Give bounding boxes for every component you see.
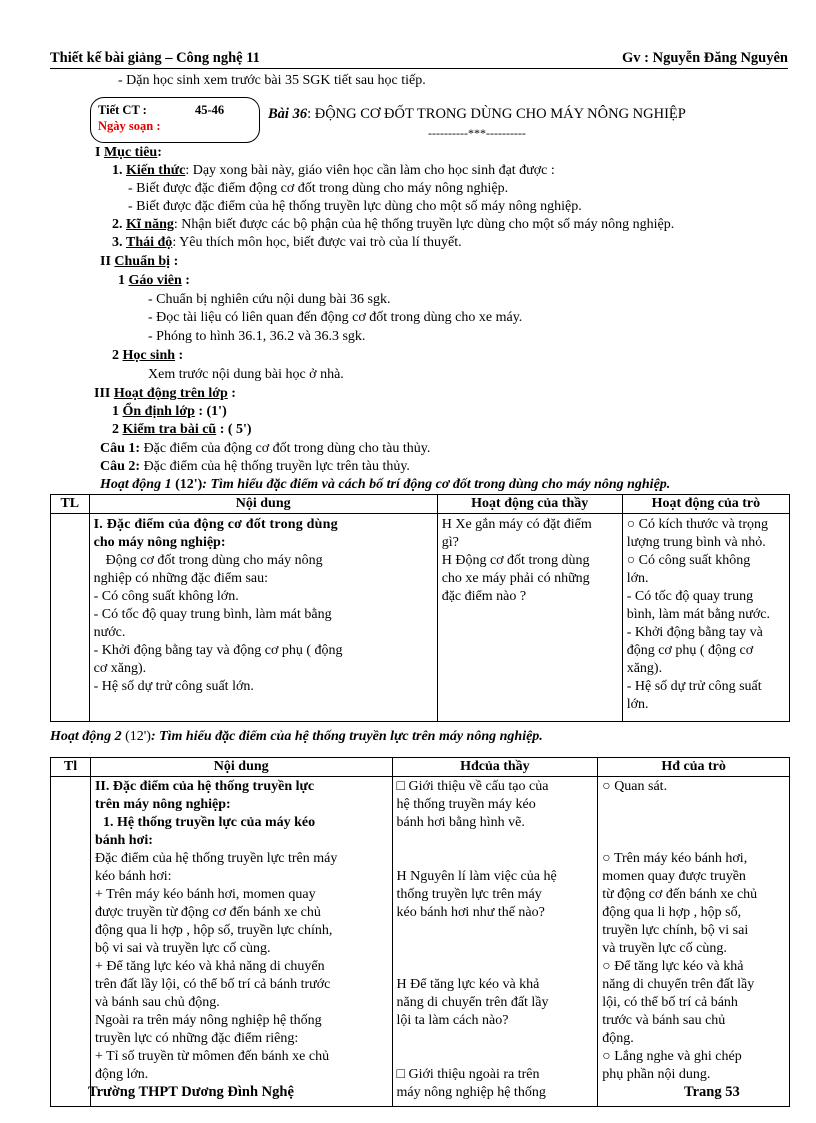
col-tl: Tl (51, 758, 91, 777)
thay-line: H Để tăng lực kéo và khả (396, 977, 540, 992)
section-2-title: Chuẩn bị (114, 254, 171, 269)
tro-line: động. (602, 1031, 634, 1046)
kt-number: 1. (112, 163, 123, 178)
hs-number: 2 (112, 348, 119, 363)
thay-line: năng di chuyển trên đất lầy (396, 995, 549, 1010)
col-noi-dung: Nội dung (89, 495, 437, 514)
table-header-row (51, 495, 790, 514)
tro-line: trước và bánh sau chủ (602, 1013, 726, 1028)
hs-colon: : (178, 348, 184, 363)
tro-line: ○ Quan sát. (602, 779, 668, 794)
lesson-title (268, 106, 686, 123)
noi-dung-cell (90, 777, 392, 1107)
tro-line: bình, làm mát bằng nước. (626, 607, 771, 622)
nd-line: - Có tốc độ quay trung bình, làm mát bằng (93, 607, 332, 622)
section-1-title: Mục tiêu (103, 145, 158, 160)
nd-line: và bánh sau chủ động. (94, 995, 220, 1010)
nd-line: truyền lực có những đặc điểm riêng: (94, 1031, 299, 1046)
thay-line: thống truyền lực trên máy (396, 887, 542, 902)
nd-line: bộ vi sai và truyền lực cố cùng. (94, 941, 271, 956)
section-1-heading (95, 144, 162, 162)
tro-line: xăng). (626, 661, 663, 676)
thay-line: H Xe gắn máy có đặt điểm (441, 517, 592, 532)
ki-nang-line (112, 216, 674, 234)
ktbc-text: : ( 5') (219, 422, 252, 437)
cau-1-text: Đặc điểm của động cơ đốt trong dùng cho tàu thủy. (140, 441, 431, 456)
col-tro: Hoạt động của trò (622, 495, 789, 514)
kn-label: Kĩ năng (126, 217, 174, 232)
title-divider: ----------***---------- (428, 126, 526, 140)
section-3-title: Hoạt động trên lớp (113, 386, 228, 401)
td-label: Thái độ (126, 235, 173, 250)
noi-dung-cell (89, 514, 437, 722)
nd-line: động qua li hợp , hộp số, truyền lực chính, (94, 923, 333, 938)
tro-line: truyền lực chính, bộ vi sai (602, 923, 749, 938)
nd-line: trên đất lầy lội, có thể bố trí cả bánh trước (94, 977, 331, 992)
col-thay: Hđcủa thầy (392, 758, 598, 777)
tro-line: ○ Để tăng lực kéo và khả (602, 959, 744, 974)
nd-line: kéo bánh hơi: (94, 869, 172, 884)
kt-label: Kiến thức (126, 163, 186, 178)
nd-line: Đặc điểm của hệ thống truyền lực trên máy (94, 851, 338, 866)
od-text: : (1') (198, 404, 227, 419)
nd-line: được truyền từ động cơ đến bánh xe chủ (94, 905, 321, 920)
kiem-tra-line (112, 421, 252, 439)
nd-line: + Trên máy kéo bánh hơi, momen quay (94, 887, 316, 902)
nd-line: nước. (93, 625, 126, 640)
section-3-colon: : (231, 386, 236, 401)
tro-line: động cơ phụ ( động cơ (626, 643, 754, 658)
tiet-value: 45-46 (195, 103, 225, 117)
gv-number: 1 (118, 273, 125, 288)
thay-cell (392, 777, 598, 1107)
hd1-time: (12') (175, 477, 203, 492)
tro-line: phụ phần nội dung. (602, 1067, 711, 1082)
nd-bold-line: bánh hơi: (94, 833, 153, 848)
thay-line: □ Giới thiệu ngoài ra trên (396, 1067, 540, 1082)
col-thay: Hoạt động của thầy (437, 495, 622, 514)
td-number: 3. (112, 235, 123, 250)
footer-page-number: Trang 53 (684, 1084, 740, 1100)
col-noi-dung: Nội dung (90, 758, 392, 777)
thay-line: kéo bánh hơi như thế nào? (396, 905, 545, 920)
kn-number: 2. (112, 217, 123, 232)
section-2-heading (100, 253, 178, 271)
gv-bullet-1: - Chuẩn bị nghiên cứu nội dung bài 36 sgk. (148, 292, 391, 307)
od-label: Ổn định lớp (122, 404, 195, 419)
tro-cell (598, 777, 790, 1107)
thay-line: cho xe máy phải có những (441, 571, 590, 586)
hd2-title: : Tìm hiểu đặc điểm của hệ thống truyền lực trên máy nông nghiệp. (150, 729, 543, 744)
nd-line: nghiệp có những đặc điểm sau: (93, 571, 269, 586)
tro-line: ○ Lắng nghe và ghi chép (602, 1049, 742, 1064)
gv-label: Gáo viên (128, 273, 182, 288)
col-tl: TL (51, 495, 90, 514)
tro-line: momen quay được truyền (602, 869, 746, 884)
hoc-sinh-heading (112, 347, 183, 365)
hd2-table (50, 757, 790, 1107)
nd-line: - Khởi động bằng tay và động cơ phụ ( động (93, 643, 343, 658)
nd-line: - Hệ số dự trử công suất lớn. (93, 679, 254, 694)
tro-line: ○ Có công suất không (626, 553, 751, 568)
col-tro: Hđ của trò (598, 758, 790, 777)
tro-line: ○ Có kích thước và trọng (626, 517, 768, 532)
header-teacher: Gv : Nguyễn Đăng Nguyên (622, 50, 788, 66)
table-row (51, 514, 790, 722)
tro-line: - Hệ số dự trử công suất (626, 679, 762, 694)
thay-cell (437, 514, 622, 722)
tiet-label: Tiết CT : (98, 103, 147, 117)
tl-cell (51, 777, 91, 1107)
nd-line: Ngoài ra trên máy nông nghiệp hệ thống (94, 1013, 322, 1028)
thay-line: máy nông nghiệp hệ thống (396, 1085, 546, 1100)
tro-line: - Khởi động bằng tay và (626, 625, 763, 640)
section-3-heading (94, 385, 236, 403)
thay-line: lội ta làm cách nào? (396, 1013, 509, 1028)
kn-text: : Nhận biết được các bộ phận của hệ thống truyền lực dùng cho một số máy nông nghiệp. (173, 217, 675, 232)
od-number: 1 (112, 404, 119, 419)
thay-line: hệ thống truyền máy kéo (396, 797, 536, 812)
hd1-label: Hoạt động 1 (100, 477, 172, 492)
header-subject: Thiết kế bài giảng – Công nghệ 11 (50, 50, 260, 66)
page-header (50, 50, 788, 69)
nd-line: Động cơ đốt trong dùng cho máy nông (105, 553, 323, 568)
footer-school: Trường THPT Dương Đình Nghệ (88, 1084, 294, 1100)
table-row (51, 777, 790, 1107)
section-2-number: II (100, 254, 111, 269)
table-header-row (51, 758, 790, 777)
tro-line: - Có tốc độ quay trung (626, 589, 754, 604)
tro-line: ○ Trên máy kéo bánh hơi, (602, 851, 748, 866)
nd-line: động lớn. (94, 1067, 149, 1082)
hd1-title: : Tìm hiểu đặc điểm và cách bố trí động cơ đốt trong dùng cho máy nông nghiệp. (202, 477, 671, 492)
section-1-number: I (95, 145, 101, 160)
cau-2-text: Đặc điểm của hệ thống truyền lực trên tàu thủy. (140, 459, 410, 474)
top-line: - Dặn học sinh xem trước bài 35 SGK tiết sau học tiếp. (118, 73, 426, 88)
thay-line: H Động cơ đốt trong dùng (441, 553, 590, 568)
tl-cell (51, 514, 90, 722)
nd-bold-line: II. Đặc điểm của hệ thống truyền lực (94, 779, 315, 794)
tro-line: lớn. (626, 697, 649, 712)
tro-line: lội, có thể bố trí cả bánh (602, 995, 738, 1010)
hd2-time: (12') (125, 729, 151, 744)
nd-bold-line: 1. Hệ thống truyền lực của máy kéo (102, 815, 316, 830)
cau-2-line (100, 458, 410, 476)
kt-bullet-1: - Biết được đặc điểm động cơ đốt trong dùng cho máy nông nghiệp. (128, 181, 509, 196)
section-1-colon: : (157, 145, 162, 160)
nd-title-1: I. Đặc điểm của động cơ đốt trong dùng (93, 517, 338, 532)
tro-line: lượng trung bình và nhỏ. (626, 535, 766, 550)
tro-line: động qua li hợp , hộp số, (602, 905, 742, 920)
cau-1-label: Câu 1: (100, 441, 141, 456)
section-3-number: III (94, 386, 111, 401)
tro-line: năng di chuyển trên đất lầy (602, 977, 755, 992)
section-2-colon: : (173, 254, 179, 269)
giao-vien-heading (118, 272, 190, 290)
tro-line: lớn. (626, 571, 649, 586)
hd2-heading (50, 728, 543, 746)
gv-bullet-2: - Đọc tài liệu có liên quan đến động cơ đốt trong dùng cho xe máy. (148, 310, 523, 325)
ktbc-number: 2 (112, 422, 119, 437)
gv-colon: : (185, 273, 190, 288)
lesson-number: Bài 36 (268, 106, 308, 122)
thay-line: □ Giới thiệu về cấu tạo của (396, 779, 549, 794)
cau-2-label: Câu 2: (100, 459, 141, 474)
nd-line: + Để tăng lực kéo và khả năng di chuyển (94, 959, 325, 974)
kien-thuc-line (112, 162, 555, 180)
tro-line: và truyền lực cố cùng. (602, 941, 727, 956)
ngay-soan-label: Ngày soạn : (98, 119, 161, 133)
thay-line: đặc điểm nào ? (441, 589, 527, 604)
nd-title-2: cho máy nông nghiệp: (93, 535, 226, 550)
tro-cell (622, 514, 789, 722)
hd2-label: Hoạt động 2 (50, 729, 122, 744)
thay-line: gì? (441, 535, 459, 550)
hs-label: Học sinh (122, 348, 176, 363)
on-dinh-lop-line (112, 403, 227, 421)
hs-text: Xem trước nội dung bài học ở nhà. (148, 367, 344, 382)
nd-line: + Tỉ số truyền từ mômen đến bánh xe chủ (94, 1049, 330, 1064)
nd-line: - Có công suất không lớn. (93, 589, 239, 604)
lesson-info-box (90, 97, 260, 143)
kt-text: : Dạy xong bài này, giáo viên học cần làm cho học sinh đạt được : (185, 163, 555, 178)
tro-line: từ động cơ đến bánh xe chủ (602, 887, 758, 902)
hd1-table (50, 494, 790, 722)
ktbc-label: Kiểm tra bài cũ (122, 422, 217, 437)
td-text: : Yêu thích môn học, biết được vai trò của lí thuyết. (172, 235, 462, 250)
thai-do-line (112, 234, 462, 252)
gv-bullet-3: - Phóng to hình 36.1, 36.2 và 36.3 sgk. (148, 329, 366, 344)
hd1-heading (100, 476, 670, 494)
nd-bold-line: trên máy nông nghiệp: (94, 797, 231, 812)
kt-bullet-2: - Biết được đặc điểm của hệ thống truyền lực dùng cho một số máy nông nghiệp. (128, 199, 582, 214)
thay-line: bánh hơi bằng hình vẽ. (396, 815, 525, 830)
cau-1-line (100, 440, 430, 458)
lesson-title-text: : ĐỘNG CƠ ĐỐT TRONG DÙNG CHO MÁY NÔNG NGHIỆP (307, 106, 686, 122)
nd-line: cơ xăng). (93, 661, 147, 676)
thay-line: H Nguyên lí làm việc của hệ (396, 869, 557, 884)
